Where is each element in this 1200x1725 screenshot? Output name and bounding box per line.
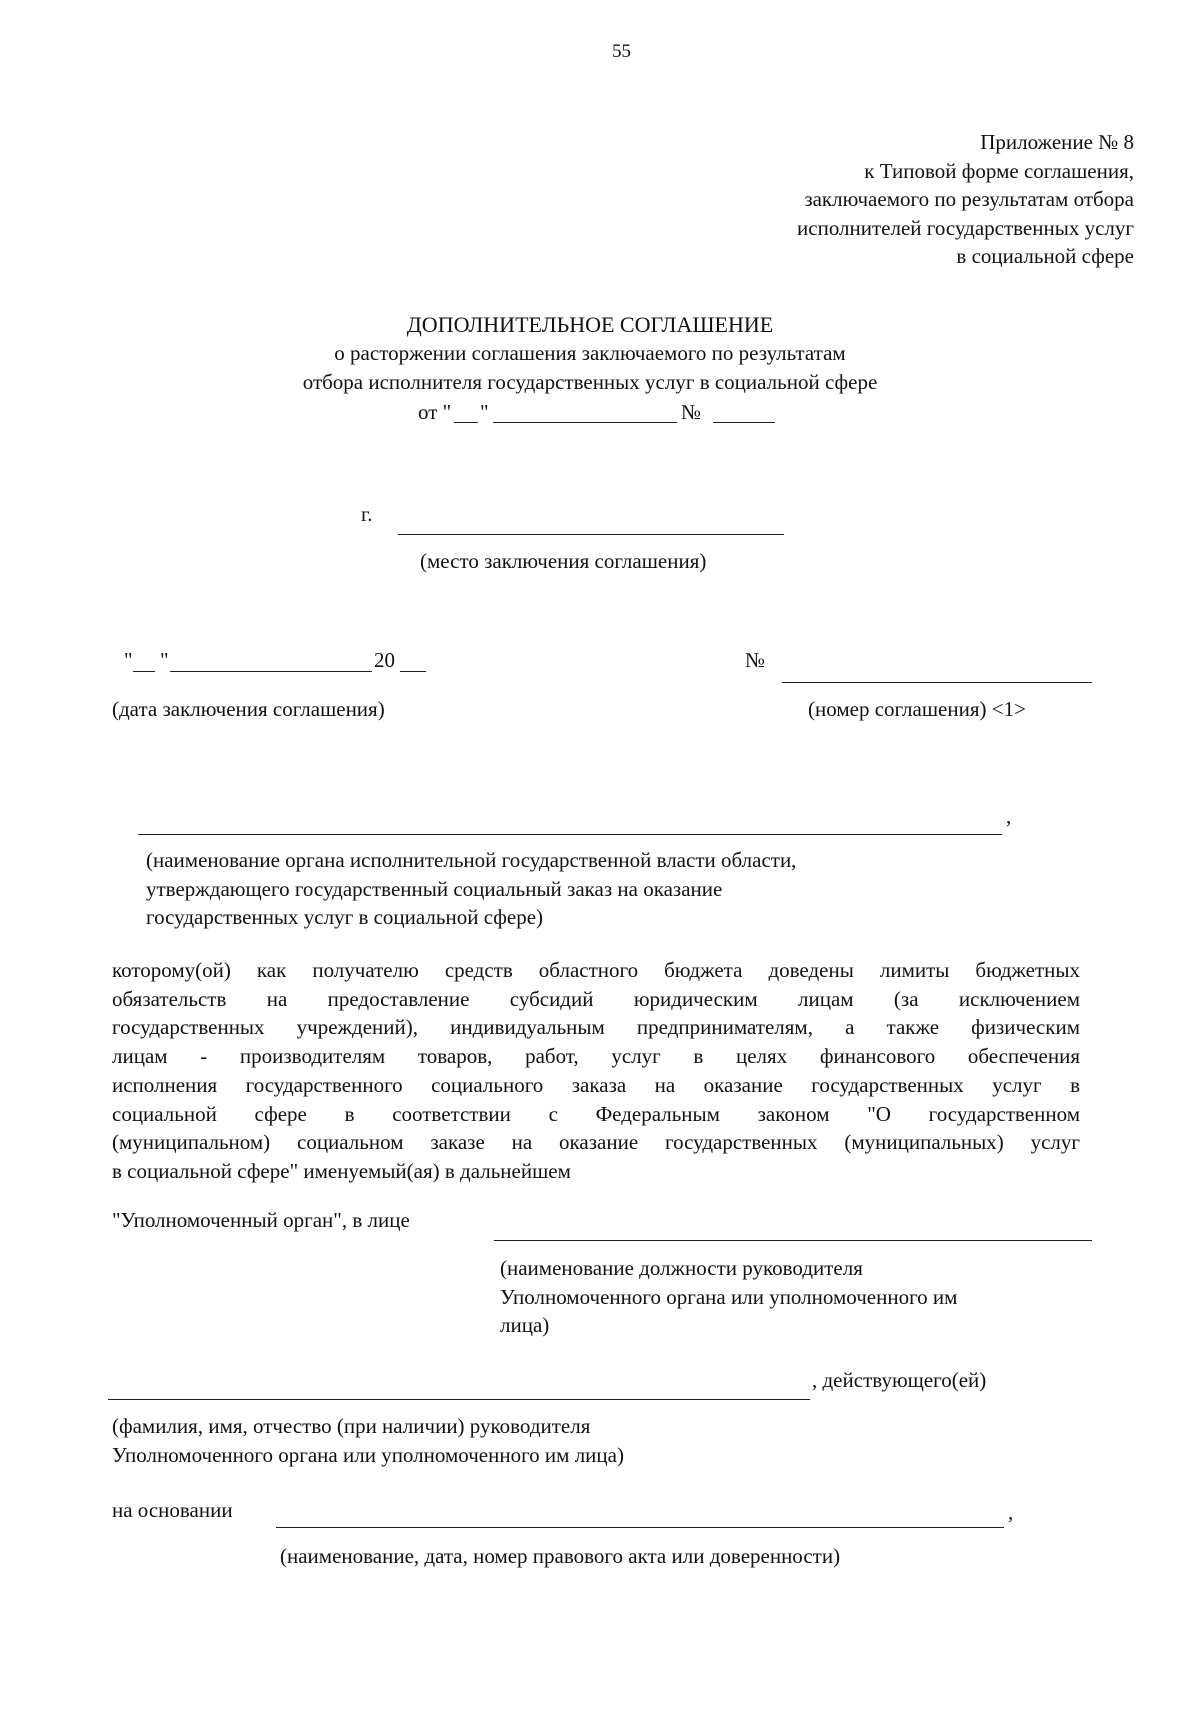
body-line: социальной сфере в соответствии с Федеральным законом "О государственном — [112, 1101, 1080, 1126]
appendix-line: Приложение № 8 — [980, 130, 1134, 154]
place-caption: (место заключения соглашения) — [420, 549, 707, 573]
title-number-sign: № — [681, 400, 702, 424]
document-subtitle: отбора исполнителя государственных услуг в социальной сфере — [302, 370, 878, 394]
basis-caption: (наименование, дата, номер правового акта или доверенности) — [280, 1544, 841, 1568]
body-line: обязательств на предоставление субсидий юридическим лицам (за исключением — [112, 986, 1080, 1011]
appendix-line: исполнителей государственных услуг — [797, 215, 1134, 240]
body-paragraph — [112, 956, 1080, 1186]
body-line: исполнения государственного социального заказа на оказание государственных услуг в — [112, 1072, 1080, 1097]
title-date-prefix: от " — [418, 400, 452, 424]
basis-blank[interactable] — [276, 1527, 1004, 1528]
document-heading: ДОПОЛНИТЕЛЬНОЕ СОГЛАШЕНИЕ — [406, 312, 774, 337]
person-caption-line: (фамилия, имя, отчество (при наличии) руководителя — [112, 1414, 591, 1438]
agreement-number-caption: (номер соглашения) <1> — [808, 697, 1026, 721]
city-prefix: г. — [361, 502, 373, 526]
authorized-body-label: "Уполномоченный орган", в лице — [112, 1208, 410, 1232]
authority-caption — [146, 846, 796, 932]
date-year-blank[interactable] — [400, 671, 426, 672]
body-line: государственных учреждений), индивидуальным предпринимателям, а также физическим — [112, 1015, 1080, 1040]
agreement-number-sign: № — [745, 648, 766, 672]
authority-caption-line: государственных услуг в социальной сфере) — [146, 905, 544, 929]
appendix-line: заключаемого по результатам отбора — [804, 187, 1134, 211]
basis-comma: , — [1008, 1500, 1014, 1524]
position-caption-line: лица) — [500, 1313, 550, 1337]
body-line: лицам - производителям товаров, работ, услуг в целях финансового обеспечения — [112, 1044, 1080, 1069]
position-caption-line: (наименование должности руководителя — [500, 1256, 863, 1280]
person-caption — [112, 1412, 624, 1469]
document-subtitle: о расторжении соглашения заключаемого по результатам — [334, 341, 846, 365]
title-date-quote: " — [480, 400, 489, 424]
agreement-number-blank[interactable] — [782, 682, 1092, 683]
page-number: 55 — [612, 41, 631, 62]
date-close-quote: " — [160, 648, 169, 672]
body-line: которому(ой) как получателю средств областного бюджета доведены лимиты бюджетных — [112, 958, 1080, 982]
acting-label: , действующего(ей) — [812, 1368, 987, 1392]
position-caption — [500, 1254, 957, 1340]
date-year-prefix: 20 — [374, 648, 395, 672]
person-name-blank[interactable] — [108, 1399, 810, 1400]
date-caption: (дата заключения соглашения) — [112, 697, 385, 721]
authority-name-blank[interactable] — [138, 834, 1002, 835]
place-blank[interactable] — [398, 534, 784, 535]
title-day-blank[interactable] — [454, 422, 478, 423]
title-block — [240, 310, 940, 397]
authority-caption-line: (наименование органа исполнительной государственной власти области, — [146, 848, 797, 872]
date-month-blank[interactable] — [170, 671, 372, 672]
title-number-blank[interactable] — [713, 422, 775, 423]
body-line: в социальной сфере" именуемый(ая) в дальнейшем — [112, 1158, 571, 1183]
appendix-line: в социальной сфере — [956, 244, 1134, 268]
title-month-blank[interactable] — [493, 422, 677, 423]
position-caption-line: Уполномоченного органа или уполномоченного им — [500, 1284, 958, 1309]
authority-caption-line: утверждающего государственный социальный заказ на оказание — [146, 876, 723, 901]
body-line: (муниципальном) социальном заказе на оказание государственных (муниципальных) услуг — [112, 1130, 1080, 1155]
appendix-line: к Типовой форме соглашения, — [864, 158, 1134, 183]
authority-comma: , — [1006, 804, 1012, 828]
person-caption-line: Уполномоченного органа или уполномоченного им лица) — [112, 1442, 624, 1467]
position-blank[interactable] — [494, 1240, 1092, 1241]
date-open-quote: " — [124, 648, 133, 672]
basis-label: на основании — [112, 1498, 233, 1522]
date-day-blank[interactable] — [133, 671, 155, 672]
appendix-block — [797, 128, 1134, 271]
